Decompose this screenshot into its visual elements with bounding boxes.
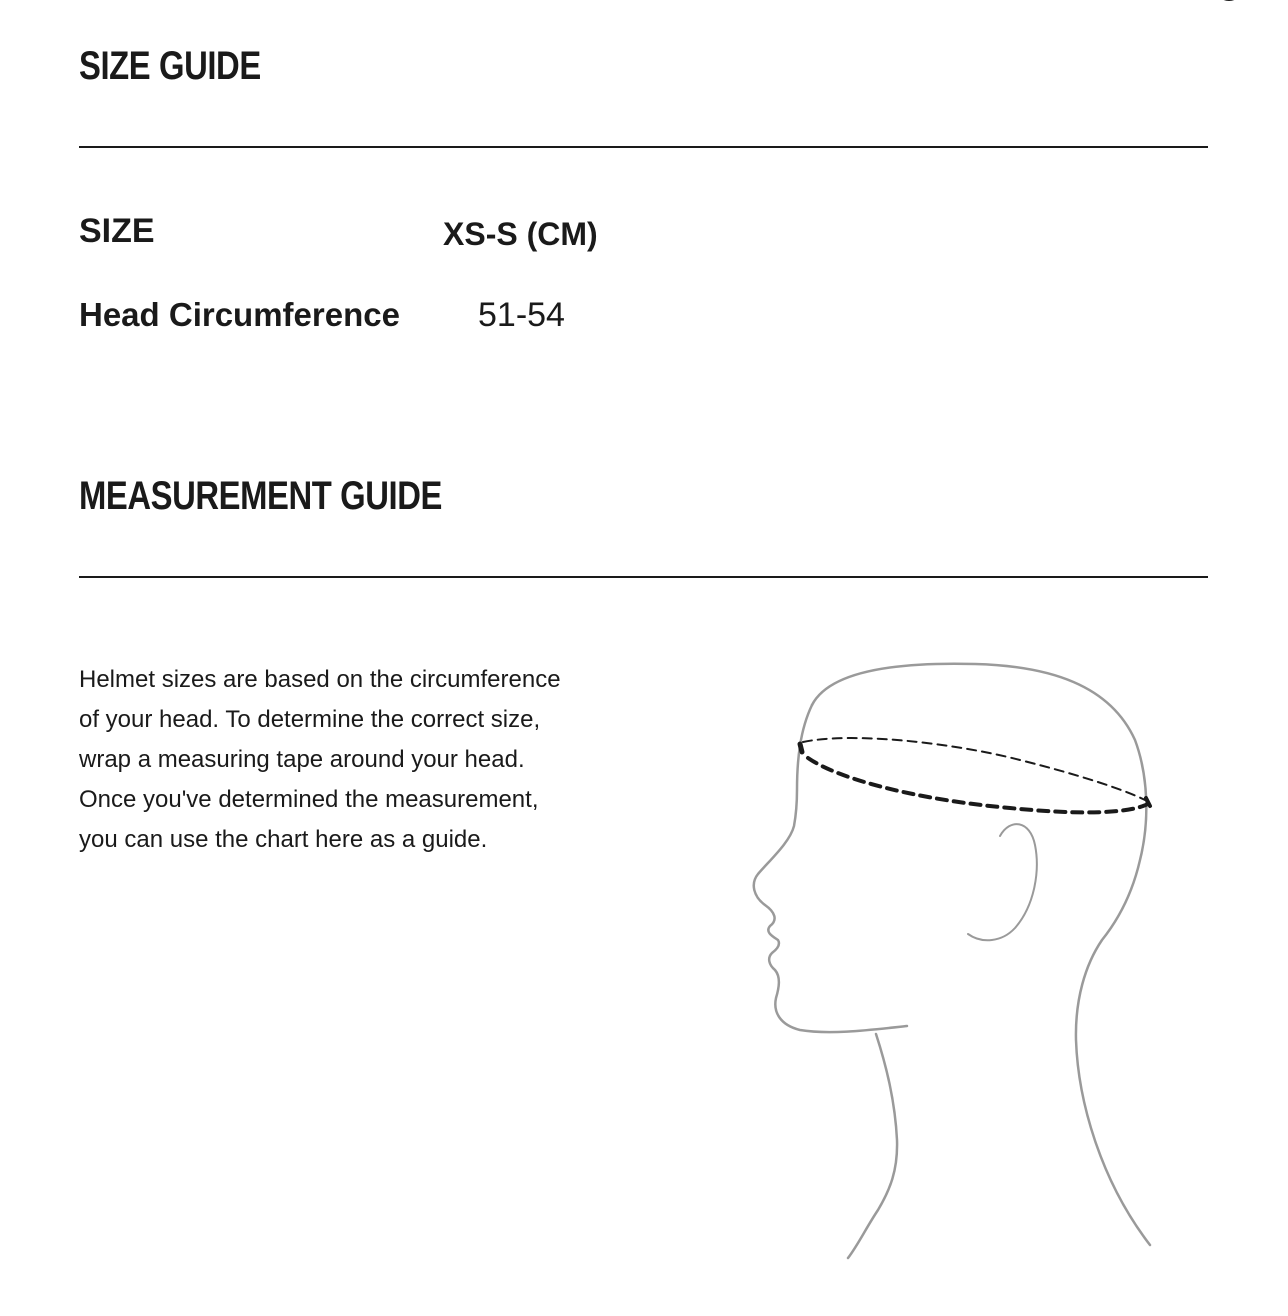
head-outline [754,705,907,1032]
size-column-header: XS-S (CM) [443,216,598,252]
instruction-line: of your head. To determine the correct size, [79,706,541,733]
measurement-guide-heading: MEASUREMENT GUIDE [79,474,442,518]
head-circumference-value: 51-54 [478,296,565,334]
instruction-line: Once you've determined the measurement, [79,786,539,813]
close-icon[interactable] [1214,0,1244,2]
size-guide-heading: SIZE GUIDE [79,44,261,88]
size-label: SIZE [79,212,155,250]
tape-front [808,758,1148,812]
tape-back [803,738,1145,800]
divider [79,576,1208,578]
head-circumference-label: Head Circumference [79,296,400,333]
neck-outline [848,1034,897,1258]
tape-end-left [800,744,802,752]
instruction-line: you can use the chart here as a guide. [79,826,488,853]
measurement-instructions [79,660,619,860]
divider [79,146,1208,148]
head-measurement-illustration [740,650,1170,1270]
instruction-line: Helmet sizes are based on the circumference [79,666,561,693]
ear-outline [968,824,1037,940]
measuring-tape [800,738,1150,812]
skull-outline [812,664,1150,1245]
instruction-line: wrap a measuring tape around your head. [79,746,525,773]
